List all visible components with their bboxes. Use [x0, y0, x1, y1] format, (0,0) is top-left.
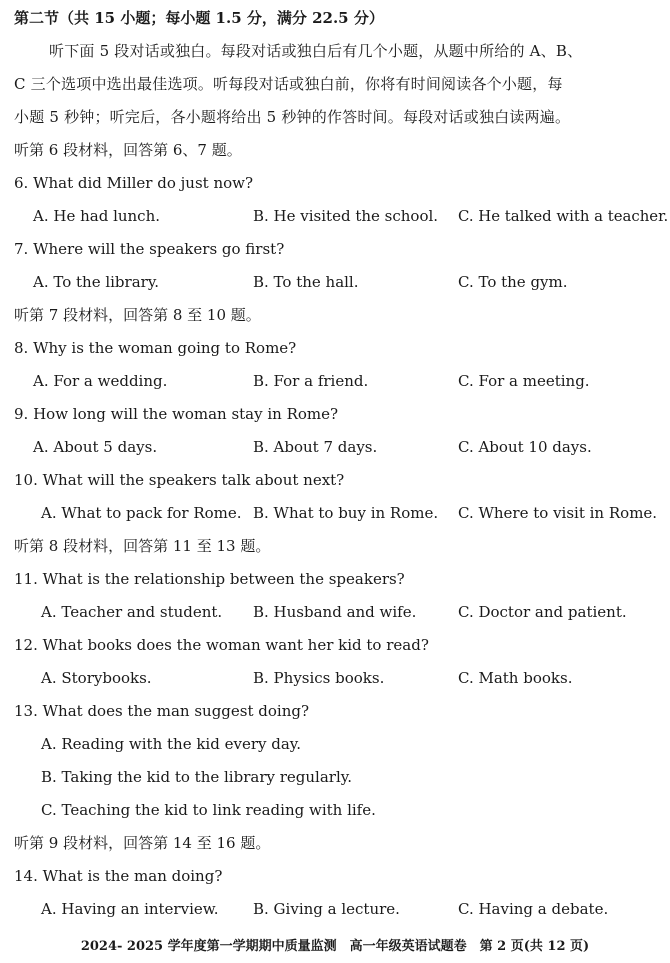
question-13-option-c: C. Teaching the kid to link reading with life. [41, 801, 376, 819]
section-heading: 第二节（共 15 小题；每小题 1.5 分，满分 22.5 分） [14, 9, 384, 27]
material-9-instruction: 听第 9 段材料，回答第 14 至 16 题。 [14, 834, 271, 852]
question-7-option-b: B. To the hall. [253, 273, 359, 291]
instructions-line-3: 小题 5 秒钟；听完后，各小题将给出 5 秒钟的作答时间。每段对话或独白读两遍。 [14, 108, 571, 126]
question-8-stem: 8. Why is the woman going to Rome? [14, 339, 297, 357]
question-10-option-c: C. Where to visit in Rome. [458, 504, 658, 522]
material-6-instruction: 听第 6 段材料，回答第 6、7 题。 [14, 141, 242, 159]
question-11-stem: 11. What is the relationship between the speakers? [14, 570, 405, 588]
question-7-stem: 7. Where will the speakers go first? [14, 240, 285, 258]
material-7-instruction: 听第 7 段材料，回答第 8 至 10 题。 [14, 306, 261, 324]
question-13-option-b: B. Taking the kid to the library regularly. [41, 768, 353, 786]
question-9-option-b: B. About 7 days. [253, 438, 378, 456]
question-12-option-b: B. Physics books. [253, 669, 385, 687]
question-14-option-a: A. Having an interview. [41, 900, 219, 918]
question-9-option-c: C. About 10 days. [458, 438, 592, 456]
question-14-stem: 14. What is the man doing? [14, 867, 223, 885]
page-footer: 2024- 2025 学年度第一学期期中质量监测 高一年级英语试题卷 第 2 页(共 12 页) [80, 939, 590, 954]
question-8-option-a: A. For a wedding. [33, 372, 168, 390]
question-9-option-a: A. About 5 days. [33, 438, 158, 456]
question-10-option-a: A. What to pack for Rome. [41, 504, 242, 522]
instructions-line-1: 听下面 5 段对话或独白。每段对话或独白后有几个小题，从题中所给的 A、B、 [49, 42, 583, 60]
question-7-option-c: C. To the gym. [458, 273, 568, 291]
question-10-option-b: B. What to buy in Rome. [253, 504, 439, 522]
question-10-stem: 10. What will the speakers talk about next? [14, 471, 345, 489]
question-12-option-a: A. Storybooks. [41, 669, 152, 687]
question-11-option-b: B. Husband and wife. [253, 603, 417, 621]
question-8-option-b: B. For a friend. [253, 372, 369, 390]
question-7-option-a: A. To the library. [33, 273, 160, 291]
question-6-option-a: A. He had lunch. [33, 207, 161, 225]
question-6-stem: 6. What did Miller do just now? [14, 174, 254, 192]
question-13-stem: 13. What does the man suggest doing? [14, 702, 310, 720]
question-6-option-b: B. He visited the school. [253, 207, 439, 225]
question-14-option-b: B. Giving a lecture. [253, 900, 400, 918]
question-9-stem: 9. How long will the woman stay in Rome? [14, 405, 339, 423]
question-12-option-c: C. Math books. [458, 669, 573, 687]
question-14-option-c: C. Having a debate. [458, 900, 609, 918]
instructions-line-2: C 三个选项中选出最佳选项。听每段对话或独白前，你将有时间阅读各个小题，每 [14, 75, 563, 93]
material-8-instruction: 听第 8 段材料，回答第 11 至 13 题。 [14, 537, 271, 555]
question-13-option-a: A. Reading with the kid every day. [41, 735, 302, 753]
question-11-option-a: A. Teacher and student. [41, 603, 223, 621]
question-11-option-c: C. Doctor and patient. [458, 603, 627, 621]
question-6-option-c: C. He talked with a teacher. [458, 207, 669, 225]
question-12-stem: 12. What books does the woman want her kid to read? [14, 636, 429, 654]
question-8-option-c: C. For a meeting. [458, 372, 590, 390]
